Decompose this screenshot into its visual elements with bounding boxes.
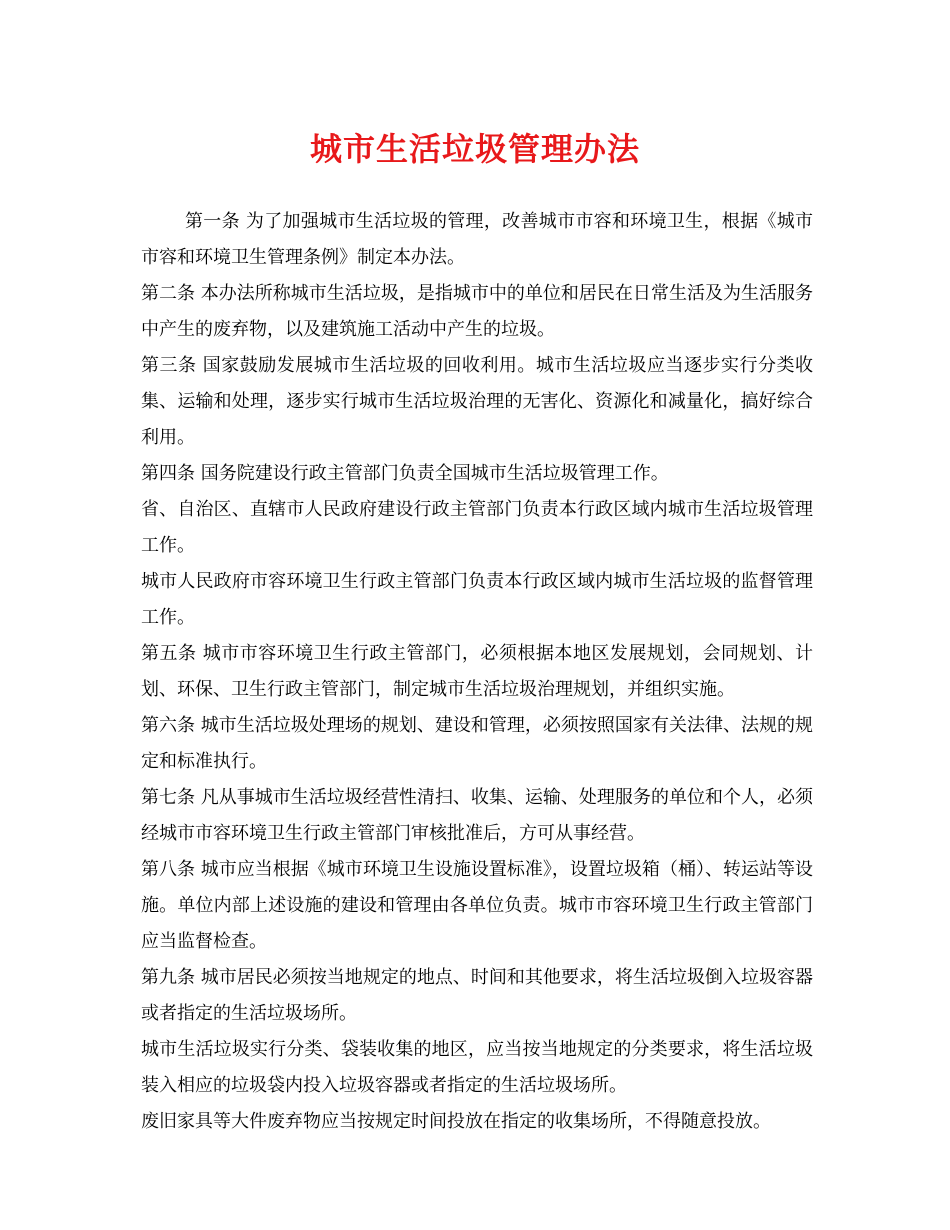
paragraph-article-6: 第六条 城市生活垃圾处理场的规划、建设和管理，必须按照国家有关法律、法规的规定和标准执行。 — [141, 715, 813, 772]
paragraph-article-9-sorting: 城市生活垃圾实行分类、袋装收集的地区，应当按当地规定的分类要求，将生活垃圾装入相应的垃圾袋内投入垃圾容器或者指定的生活垃圾场所。 — [141, 1039, 813, 1096]
document-title: 城市生活垃圾管理办法 — [309, 130, 640, 168]
document-body — [141, 204, 813, 1140]
paragraph-article-4: 第四条 国务院建设行政主管部门负责全国城市生活垃圾管理工作。 — [141, 463, 669, 484]
paragraph-article-5: 第五条 城市市容环境卫生行政主管部门，必须根据本地区发展规划，会同规划、计划、环保、卫生行政主管部门，制定城市生活垃圾治理规划，并组织实施。 — [141, 643, 813, 700]
paragraph-article-2: 第二条 本办法所称城市生活垃圾，是指城市中的单位和居民在日常生活及为生活服务中产生的废弃物，以及建筑施工活动中产生的垃圾。 — [141, 283, 813, 340]
paragraph-article-4-provincial: 省、自治区、直辖市人民政府建设行政主管部门负责本行政区域内城市生活垃圾管理工作。 — [141, 499, 813, 556]
paragraph-article-8: 第八条 城市应当根据《城市环境卫生设施设置标准》，设置垃圾箱（桶）、转运站等设施。单位内部上述设施的建设和管理由各单位负责。城市市容环境卫生行政主管部门应当监督检查。 — [141, 859, 813, 952]
paragraph-article-9: 第九条 城市居民必须按当地规定的地点、时间和其他要求，将生活垃圾倒入垃圾容器或者指定的生活垃圾场所。 — [141, 967, 813, 1024]
paragraph-article-9-bulky-waste: 废旧家具等大件废弃物应当按规定时间投放在指定的收集场所，不得随意投放。 — [141, 1111, 771, 1132]
paragraph-article-1: 第一条 为了加强城市生活垃圾的管理，改善城市市容和环境卫生，根据《城市市容和环境卫生管理条例》制定本办法。 — [141, 211, 813, 268]
paragraph-article-4-municipal: 城市人民政府市容环境卫生行政主管部门负责本行政区域内城市生活垃圾的监督管理工作。 — [141, 571, 813, 628]
paragraph-article-7: 第七条 凡从事城市生活垃圾经营性清扫、收集、运输、处理服务的单位和个人，必须经城市市容环境卫生行政主管部门审核批准后，方可从事经营。 — [141, 787, 813, 844]
paragraph-article-3: 第三条 国家鼓励发展城市生活垃圾的回收利用。城市生活垃圾应当逐步实行分类收集、运输和处理，逐步实行城市生活垃圾治理的无害化、资源化和减量化，搞好综合利用。 — [141, 355, 813, 448]
